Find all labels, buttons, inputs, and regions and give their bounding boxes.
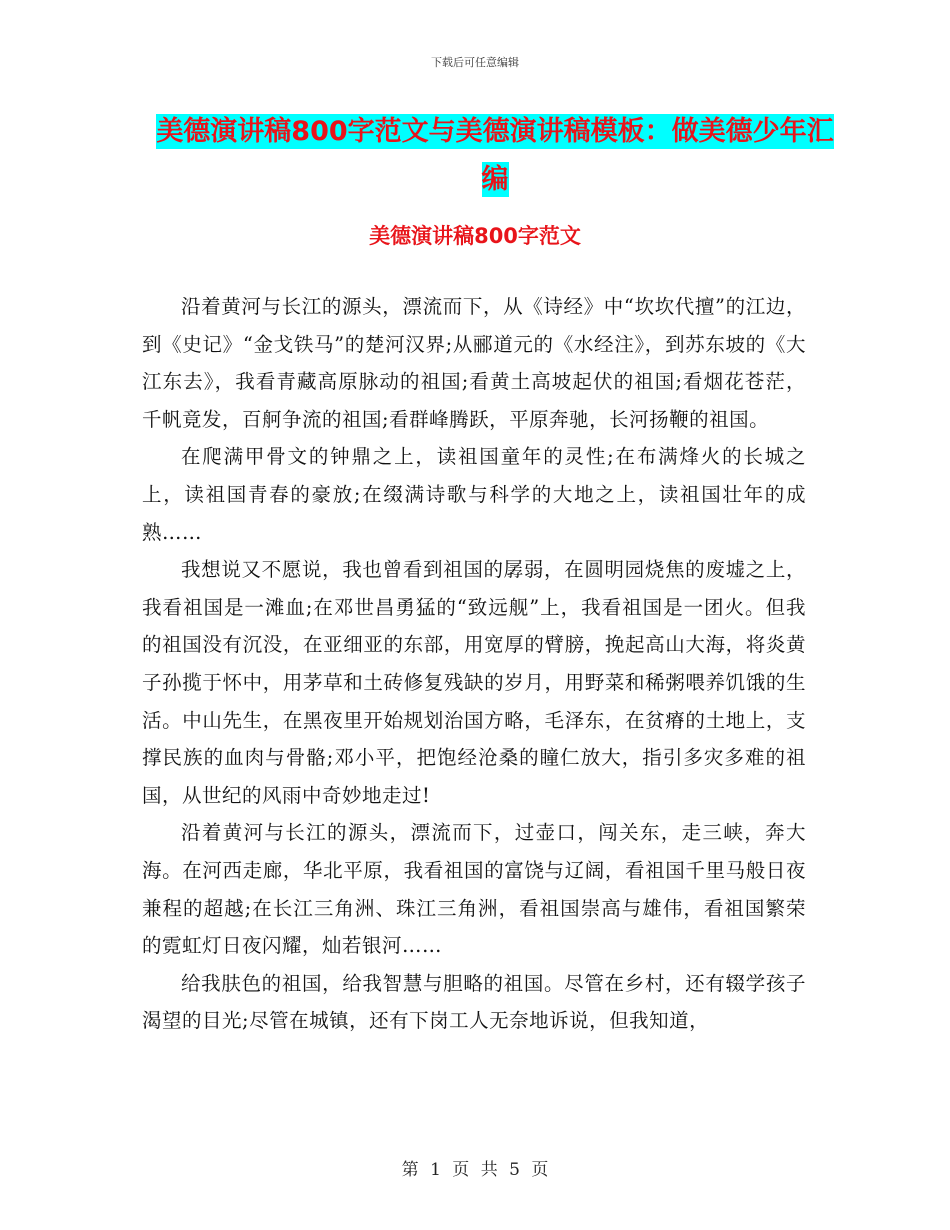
section-title: 美德演讲稿800字范文 <box>369 224 581 248</box>
document-title-text: 美德演讲稿800字范文与美德演讲稿模板：做美德少年汇编 <box>156 116 834 195</box>
paragraph: 在爬满甲骨文的钟鼎之上，读祖国童年的灵性;在布满烽火的长城之上，读祖国青春的豪放;在缀满诗歌与科学的大地之上，读祖国壮年的成熟…… <box>142 445 806 544</box>
paragraph: 给我肤色的祖国，给我智慧与胆略的祖国。尽管在乡村，还有辍学孩子渴望的目光;尽管在城镇，还有下岗工人无奈地诉说，但我知道， <box>142 971 806 1033</box>
paragraph: 沿着黄河与长江的源头，漂流而下，从《诗经》中“坎坎代擅”的江边，到《史记》“金戈铁马”的楚河汉界;从郦道元的《水经注》，到苏东坡的《大江东去》，我看青藏高原脉动的祖国;看黄土高坡起伏的祖国;看烟花苍茫，千帆竟发，百舸争流的祖国;看群峰腾跃，平原奔驰，长河扬鞭的祖国。 <box>142 295 806 431</box>
document-title <box>150 108 840 204</box>
paragraph: 我想说又不愿说，我也曾看到祖国的孱弱，在圆明园烧焦的废墟之上，我看祖国是一滩血;在邓世昌勇猛的“致远舰”上，我看祖国是一团火。但我的祖国没有沉没，在亚细亚的东部，用宽厚的臂膀，挽起高山大海，将炎黄子孙揽于怀中，用茅草和土砖修复残缺的岁月，用野菜和稀粥喂养饥饿的生活。中山先生，在黑夜里开始规划治国方略，毛泽东，在贫瘠的土地上，支撑民族的血肉与骨骼;邓小平，把饱经沧桑的瞳仁放大，指引多灾多难的祖国，从世纪的风雨中奇妙地走过! <box>142 558 806 807</box>
header-note: 下载后可任意编辑 <box>431 56 519 69</box>
paragraph: 沿着黄河与长江的源头，漂流而下，过壶口，闯关东，走三峡，奔大海。在河西走廊，华北平原，我看祖国的富饶与辽阔，看祖国千里马般日夜兼程的超越;在长江三角洲、珠江三角洲，看祖国崇高与雄伟，看祖国繁荣的霓虹灯日夜闪耀，灿若银河…… <box>142 821 806 958</box>
page-footer: 第 1 页 共 5 页 <box>401 1160 549 1180</box>
body-text <box>142 288 806 1040</box>
